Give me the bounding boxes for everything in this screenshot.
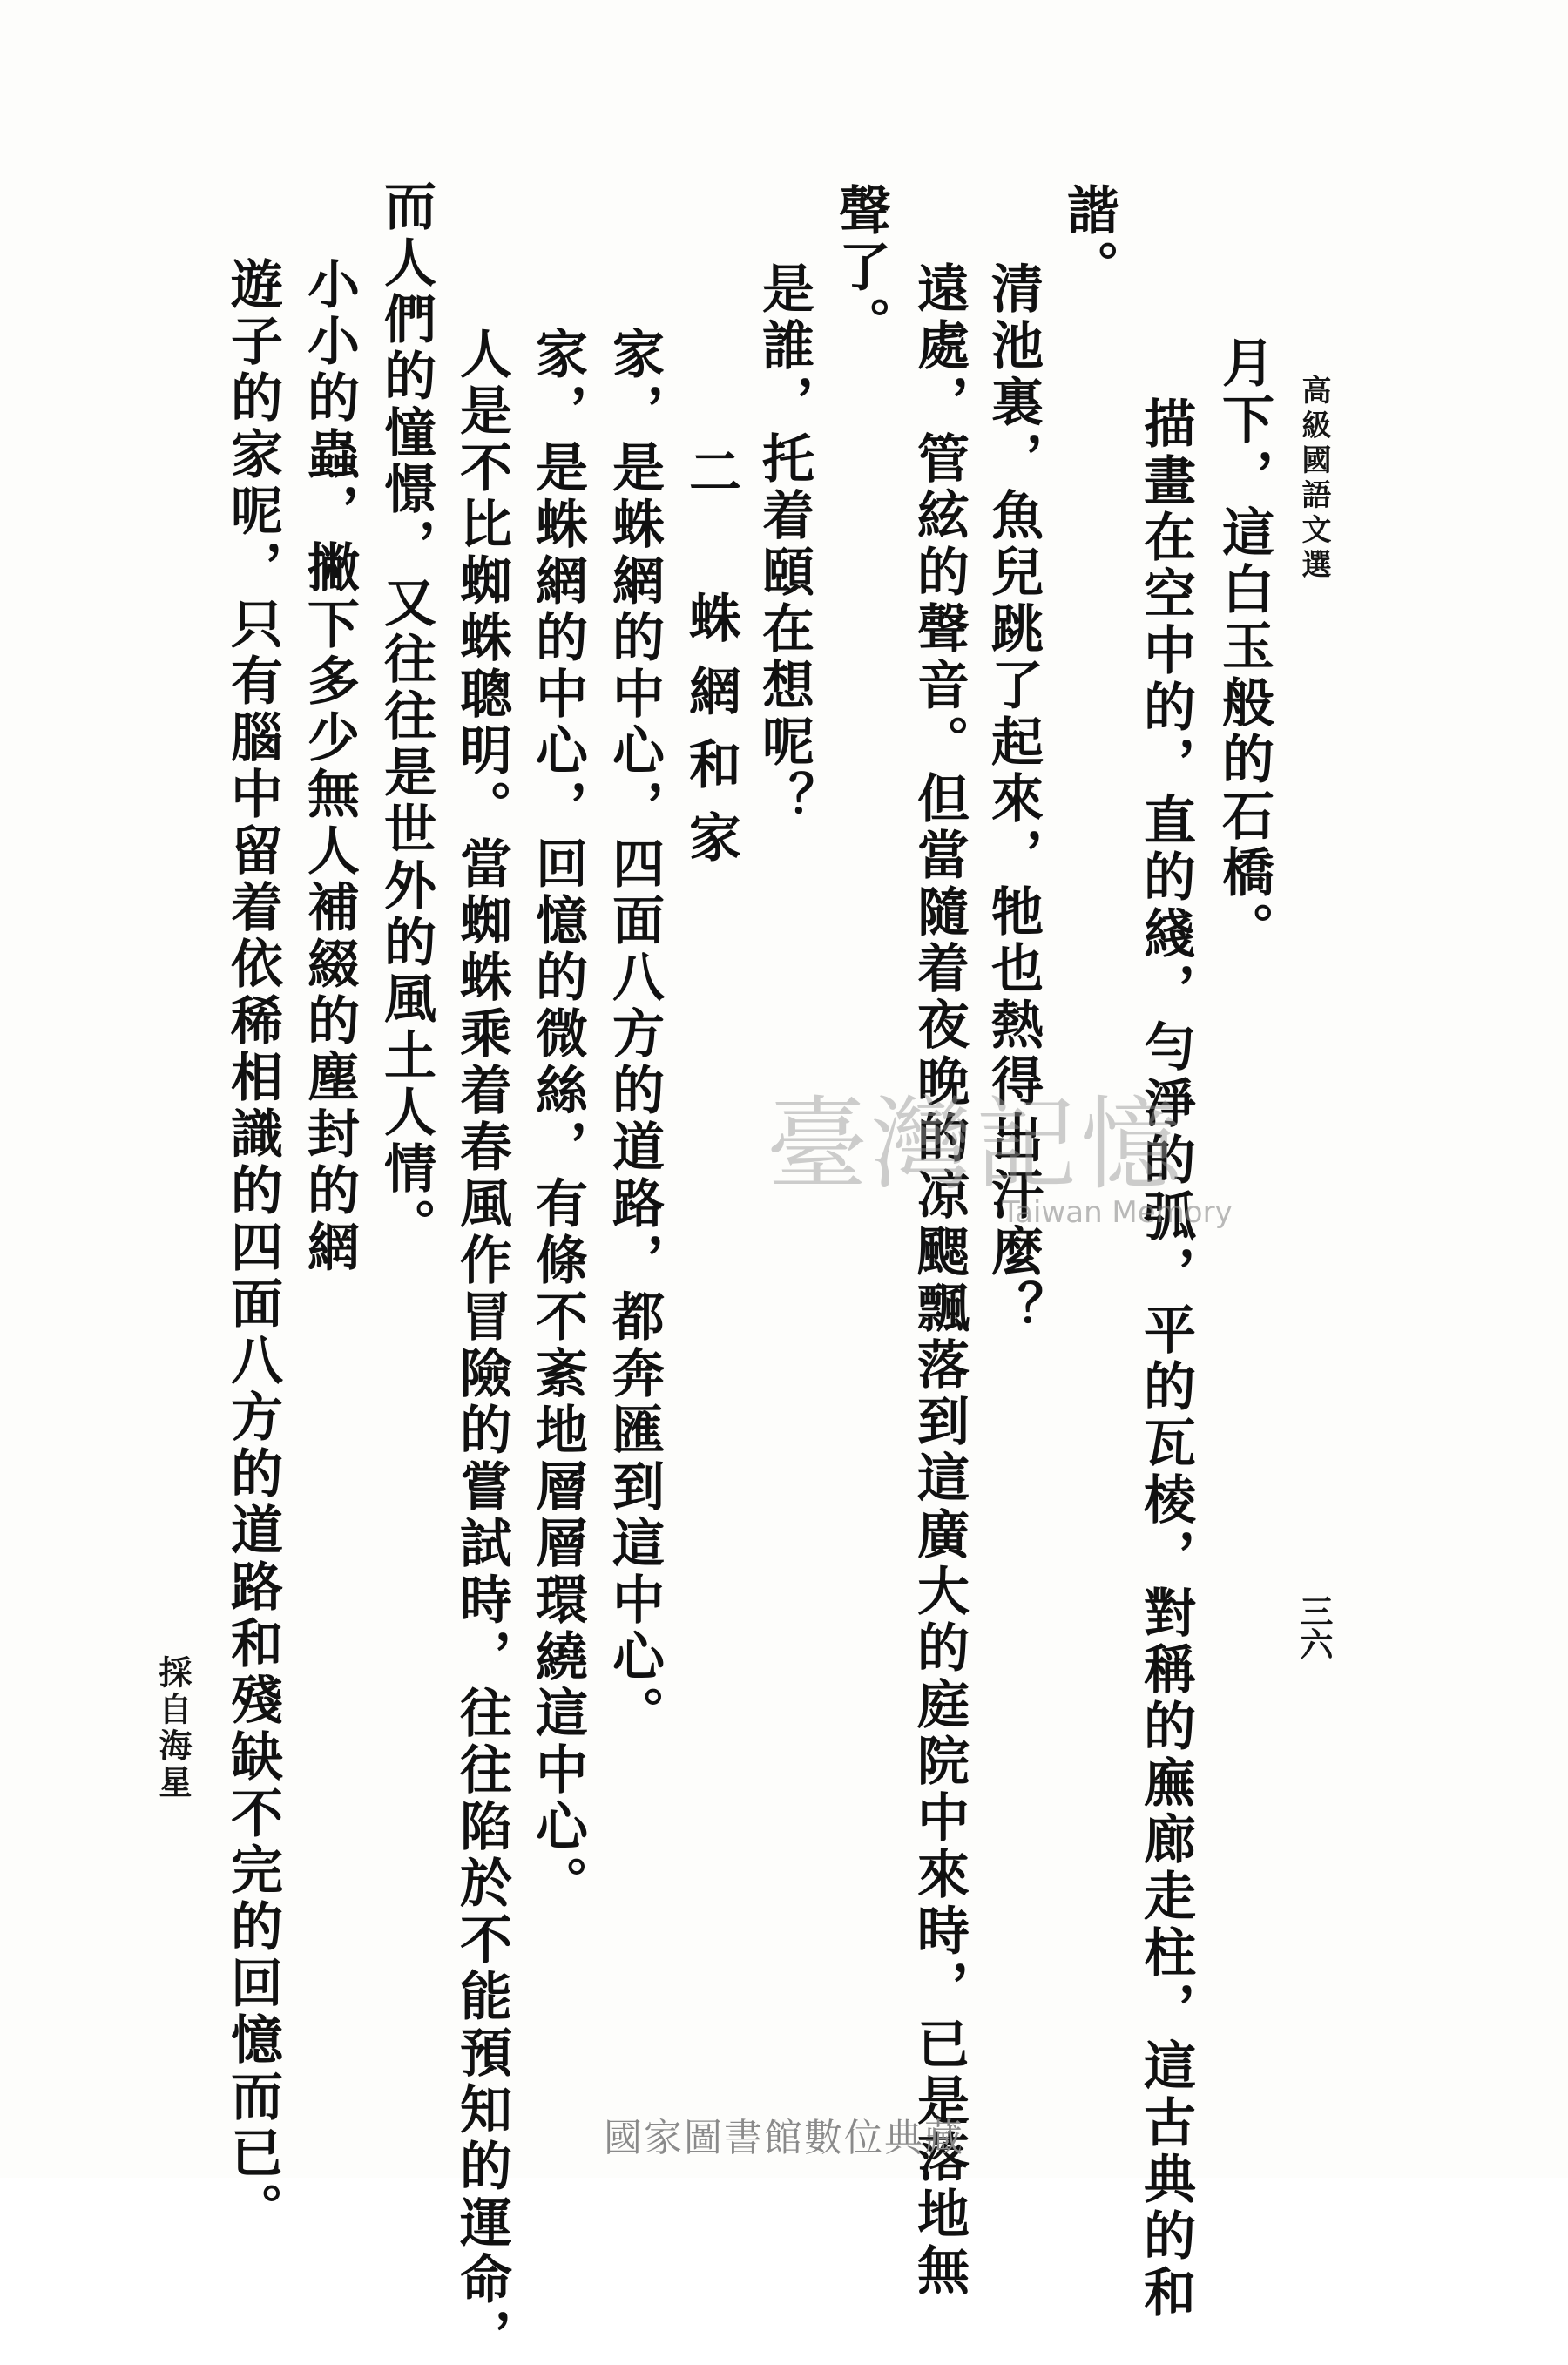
text-line: 遠處，管絃的聲音。但當隨着夜晚的凉颸飄落到這廣大的庭院中來時，已是落地無 [909, 261, 970, 2300]
text-line: 小小的蟲，撇下多少無人補綴的塵封的網 [299, 257, 360, 1276]
footer-archive-credit: 國家圖書館數位典藏 [604, 2116, 964, 2160]
text-line: 是誰，托着頤在想呢？ [754, 261, 814, 828]
text-line: 人是不比蜘蛛聰明。當蜘蛛乘着春風作冒險的嘗試時，往往陷於不能預知的運命， [451, 327, 512, 2365]
text-line: 而人們的憧憬，又往往是世外的風土人情。 [375, 179, 436, 1254]
watermark-subtitle: Taiwan Memory [1002, 1195, 1233, 1230]
watermark-text: 臺灣記憶 [767, 1086, 1185, 1204]
section-heading: 二 蛛網和家 [680, 444, 741, 883]
text-line: 家，是蛛網的中心，四面八方的道路，都奔匯到這中心。 [604, 327, 665, 1742]
text-line: 諧。 [1058, 183, 1119, 296]
text-line: 描畫在空中的，直的綫，勻淨的弧，平的瓦棱，對稱的廡廊走柱，這古典的和 [1135, 396, 1196, 2321]
text-line: 聲了。 [830, 183, 891, 353]
text-line: 清池裏，魚兒跳了起來，牠也熱得出汗麼？ [983, 261, 1044, 1337]
text-line: 家，是蛛網的中心，回憶的微絲，有條不紊地層層環繞這中心。 [527, 327, 588, 1912]
running-title: 高級國語文選 [1296, 375, 1331, 584]
source-attribution: 採自海星 [153, 1655, 192, 1801]
text-line: 月下，這白玉般的石橋。 [1213, 335, 1274, 958]
text-line: 遊子的家呢，只有腦中留着依稀相識的四面八方的道路和殘缺不完的回憶而已。 [222, 257, 283, 2239]
page-number: 三六 [1294, 1594, 1333, 1660]
